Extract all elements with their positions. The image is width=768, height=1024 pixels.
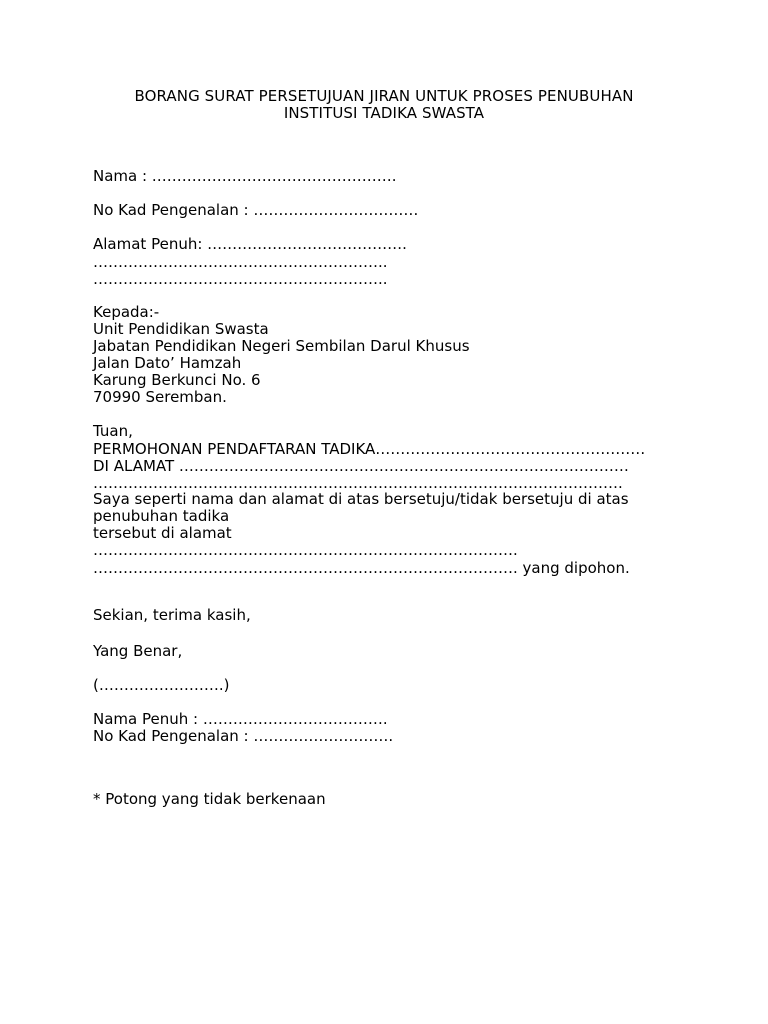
ic-field: No Kad Pengenalan : …………………………… [93, 201, 419, 219]
recipient-line-1: Unit Pendidikan Swasta [93, 320, 269, 338]
salutation: Tuan, [93, 422, 133, 440]
ic-footer-field: No Kad Pengenalan : ………………………. [93, 727, 394, 745]
footnote: * Potong yang tidak berkenaan [93, 790, 326, 808]
kepada-label: Kepada:- [93, 303, 160, 321]
body-line-3: tersebut di alamat [93, 524, 232, 542]
recipient-line-3: Jalan Dato’ Hamzah [93, 354, 242, 372]
alamat-dots-line: ……………………………………………………………………………………………. [93, 474, 623, 492]
alamat-field: Alamat Penuh: …………………………………. [93, 235, 407, 253]
nama-field: Nama : …………………………………………. [93, 167, 397, 185]
signature-line: (…………………….) [93, 676, 230, 694]
alamat-dots-line-2: ………………………………………………….. [93, 253, 388, 271]
body-dots-line-1: …………………………………………………………………………. [93, 541, 518, 559]
permohonan-line: PERMOHONAN PENDAFTARAN TADIKA……………………………………………… [93, 440, 646, 458]
yang-benar: Yang Benar, [93, 642, 183, 660]
nama-penuh-field: Nama Penuh : ………………………………. [93, 710, 388, 728]
closing-line: Sekian, terima kasih, [93, 606, 251, 624]
di-alamat-line: DI ALAMAT ……………………………………………………………………………… [93, 457, 629, 475]
body-line-2: penubuhan tadika [93, 507, 230, 525]
document-title-line-2: INSTITUSI TADIKA SWASTA [283, 104, 485, 122]
body-line-1: Saya seperti nama dan alamat di atas bersetuju/tidak bersetuju di atas [93, 490, 629, 508]
alamat-dots-line-3: ………………………………………………….. [93, 270, 388, 288]
document-title-line-1: BORANG SURAT PERSETUJUAN JIRAN UNTUK PROSES PENUBUHAN [134, 87, 634, 105]
recipient-line-2: Jabatan Pendidikan Negeri Sembilan Darul Khusus [93, 337, 470, 355]
body-dots-line-2: …………………………………………………………………………. yang dipohon. [93, 559, 630, 577]
recipient-line-4: Karung Berkunci No. 6 [93, 371, 261, 389]
recipient-line-5: 70990 Seremban. [93, 388, 227, 406]
